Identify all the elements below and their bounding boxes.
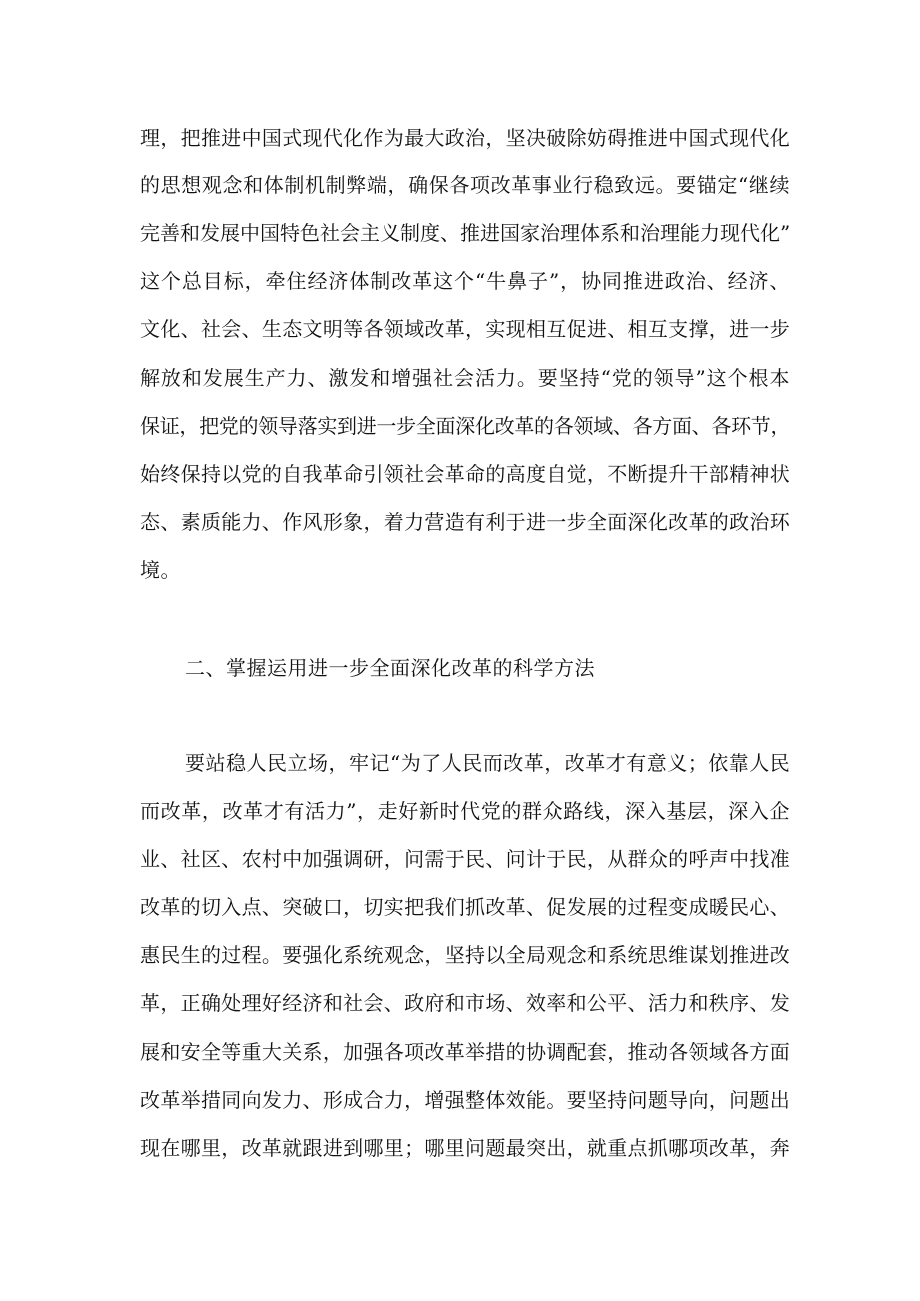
section-heading: 二、掌握运用进一步全面深化改革的科学方法 xyxy=(185,656,595,680)
paragraph-1-line: 这个总目标，牵住经济体制改革这个“牛鼻子”，协同推进政治、经济、 xyxy=(140,269,790,293)
paragraph-1-line: 解放和发展生产力、激发和增强社会活力。要坚持“党的领导”这个根本 xyxy=(140,366,790,390)
paragraph-2-line: 现在哪里，改革就跟进到哪里；哪里问题最突出，就重点抓哪项改革，奔 xyxy=(140,1136,790,1160)
paragraph-1-line: 文化、社会、生态文明等各领域改革，实现相互促进、相互支撑，进一步 xyxy=(140,317,790,341)
paragraph-1-line: 理，把推进中国式现代化作为最大政治，坚决破除妨碍推进中国式现代化 xyxy=(140,126,790,150)
paragraph-1-line: 的思想观念和体制机制弊端，确保各项改革事业行稳致远。要锚定“继续 xyxy=(140,173,790,197)
paragraph-2-line: 惠民生的过程。要强化系统观念，坚持以全局观念和系统思维谋划推进改 xyxy=(140,943,790,967)
paragraph-2-line: 革，正确处理好经济和社会、政府和市场、效率和公平、活力和秩序、发 xyxy=(140,991,790,1015)
paragraph-2-line: 而改革，改革才有活力”，走好新时代党的群众路线，深入基层，深入企 xyxy=(140,799,790,823)
paragraph-1-line: 保证，把党的领导落实到进一步全面深化改革的各领域、各方面、各环节， xyxy=(140,414,790,438)
paragraph-2-line: 要站稳人民立场，牢记“为了人民而改革，改革才有意义；依靠人民 xyxy=(185,751,791,775)
paragraph-1-line: 完善和发展中国特色社会主义制度、推进国家治理体系和治理能力现代化” xyxy=(140,221,791,245)
paragraph-2-line: 改革举措同向发力、形成合力，增强整体效能。要坚持问题导向，问题出 xyxy=(140,1088,790,1112)
paragraph-1-line: 始终保持以党的自我革命引领社会革命的高度自觉，不断提升干部精神状 xyxy=(140,462,790,486)
paragraph-2-line: 业、社区、农村中加强调研，问需于民、问计于民，从群众的呼声中找准 xyxy=(140,847,790,871)
paragraph-2-line: 改革的切入点、突破口，切实把我们抓改革、促发展的过程变成暖民心、 xyxy=(140,895,790,919)
paragraph-2-line: 展和安全等重大关系，加强各项改革举措的协调配套，推动各领域各方面 xyxy=(140,1040,790,1064)
paragraph-1-line: 态、素质能力、作风形象，着力营造有利于进一步全面深化改革的政治环 xyxy=(140,510,790,534)
paragraph-1-line: 境。 xyxy=(140,558,181,582)
